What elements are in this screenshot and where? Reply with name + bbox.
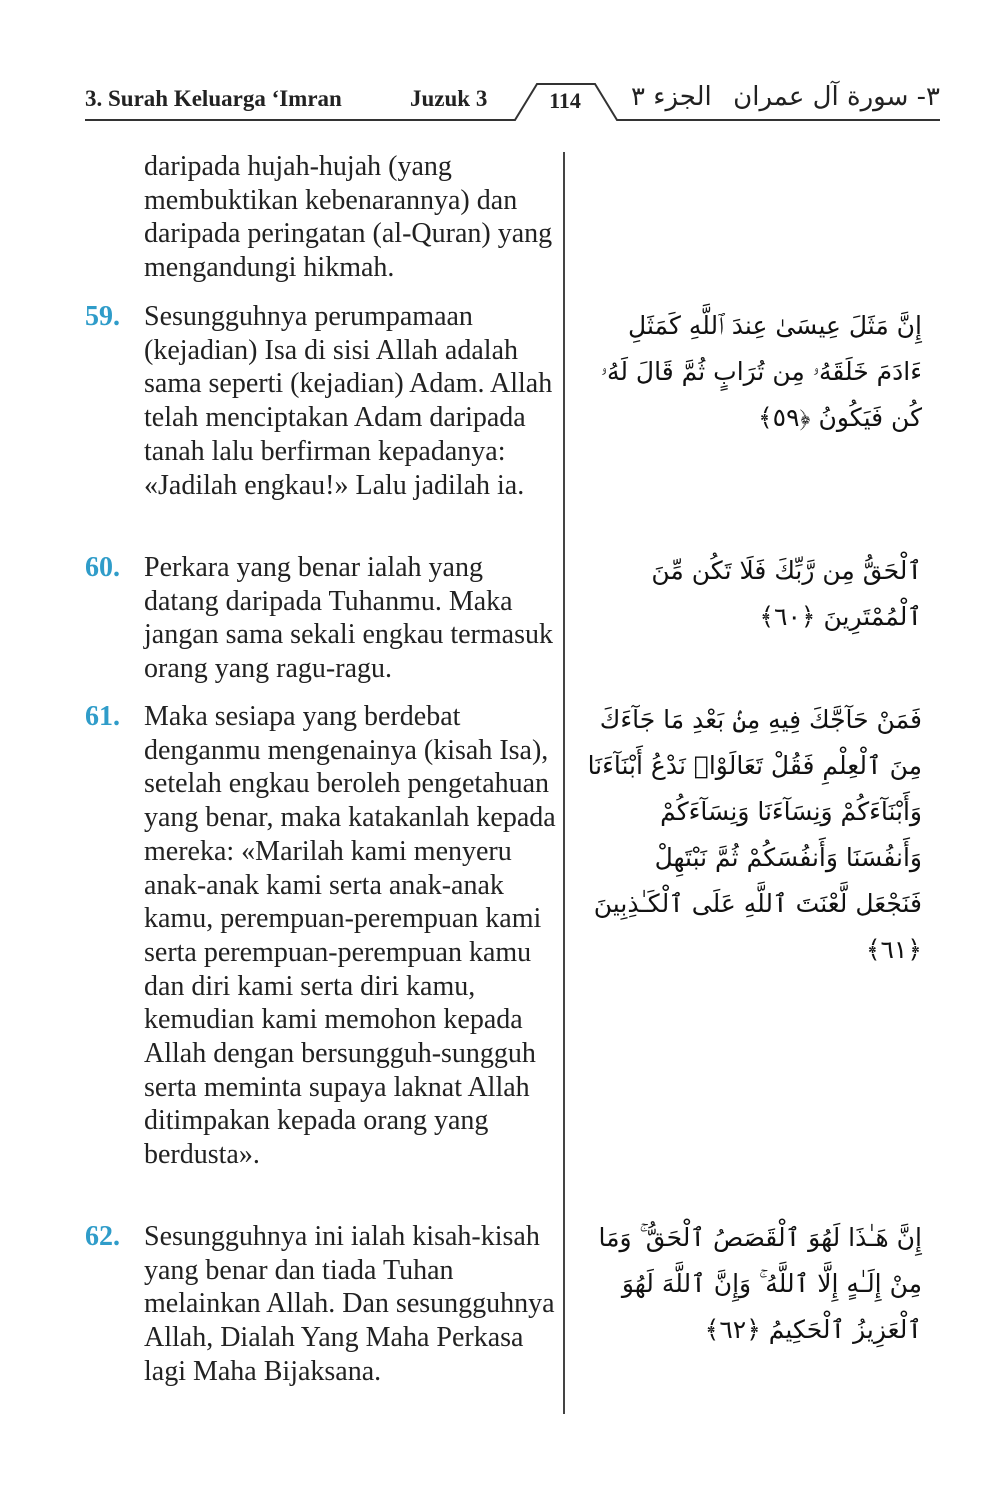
ayah-60-arabic: ٱلْحَقُّ مِن رَّبِّكَ فَلَا تَكُن مِّنَ ٱلْمُمْتَرِينَ ﴿٦٠﴾ bbox=[651, 556, 922, 631]
ayah-number: 59. bbox=[85, 301, 120, 332]
column-divider bbox=[563, 152, 565, 1414]
page-number: 114 bbox=[549, 88, 581, 113]
ayah-62-arabic: إِنَّ هَـٰذَا لَهُوَ ٱلْقَصَصُ ٱلْحَقُّ ۚ وَمَا مِنْ إِلَـٰهٍ إِلَّا ٱللَّهُ ۚ وَإِنَّ ٱللَّهَ لَهُوَ ٱلْعَزِيزُ ٱلْحَكِيمُ ﴿٦٢﴾ bbox=[598, 1223, 922, 1344]
intro-paragraph bbox=[144, 150, 554, 285]
intro-text: daripada hujah-hujah (yang membuktikan kebenarannya) dan daripada peringatan (al-Quran) yang mengandungi hikmah. bbox=[144, 151, 553, 284]
arabic-juz-label: الجزء ٣ bbox=[631, 82, 712, 112]
arabic-surah-title: ٣- سورة آل عمران bbox=[733, 82, 940, 112]
ayah-61-arabic: فَمَنْ حَآجَّكَ فِيهِ مِنۢ بَعْدِ مَا جَآءَكَ مِنَ ٱلْعِلْمِ فَقُلْ تَعَالَوْا۟ نَدْعُ أَبْنَآءَنَا وَأَبْنَآءَكُمْ وَنِسَآءَنَا وَنِسَآءَكُمْ وَأَنفُسَنَا وَأَنفُسَكُمْ ثُمَّ نَبْتَهِلْ فَنَجْعَل لَّعْنَتَ ٱللَّهِ عَلَى ٱلْكَـٰذِبِينَ ﴿٦١﴾ bbox=[587, 705, 922, 964]
ayah-59-arabic: إِنَّ مَثَلَ عِيسَىٰ عِندَ ٱللَّهِ كَمَثَلِ ءَادَمَ خَلَقَهُۥ مِن تُرَابٍ ثُمَّ قَالَ لَهُۥ كُن فَيَكُونُ ﴿٥٩﴾ bbox=[600, 311, 922, 432]
ayah-translation-text: Sesungguhnya perumpamaan (kejadian) Isa di sisi Allah adalah sama seperti (kejadian) Adam. Allah telah menciptakan Adam daripada tanah lalu berfirman kepadanya: «Jadilah engkau!» Lalu jadilah ia. bbox=[144, 301, 553, 501]
ayah-translation-text: Sesungguhnya ini ialah kisah-kisah yang benar dan tiada Tuhan melainkan Allah. Dan sesungguhnya Allah, Dialah Yang Maha Perkasa lagi Maha Bijaksana. bbox=[144, 1221, 555, 1387]
ayah-number: 60. bbox=[85, 552, 120, 583]
juz-label: Juzuk 3 bbox=[410, 86, 488, 111]
ayah-number: 61. bbox=[85, 701, 120, 732]
page-header bbox=[85, 78, 940, 128]
ayah-translation-text: Maka sesiapa yang berdebat denganmu mengenainya (kisah Isa), setelah engkau beroleh pengetahuan yang benar, maka katakanlah kepada mereka: «Marilah kami menyeru anak-anak kami serta anak-anak kamu, perempuan-perempuan kami serta perempuan-perempuan kamu dan diri kami serta diri kamu, kemudian kami memohon kepada Allah dengan bersungguh-sungguh serta meminta supaya laknat Allah ditimpakan kepada orang yang berdusta». bbox=[144, 701, 556, 1171]
surah-title: 3. Surah Keluarga ‘Imran bbox=[85, 86, 342, 111]
ayah-number: 62. bbox=[85, 1221, 120, 1252]
ayah-translation-text: Perkara yang benar ialah yang datang daripada Tuhanmu. Maka jangan sama sekali engkau termasuk orang yang ragu-ragu. bbox=[144, 552, 553, 685]
